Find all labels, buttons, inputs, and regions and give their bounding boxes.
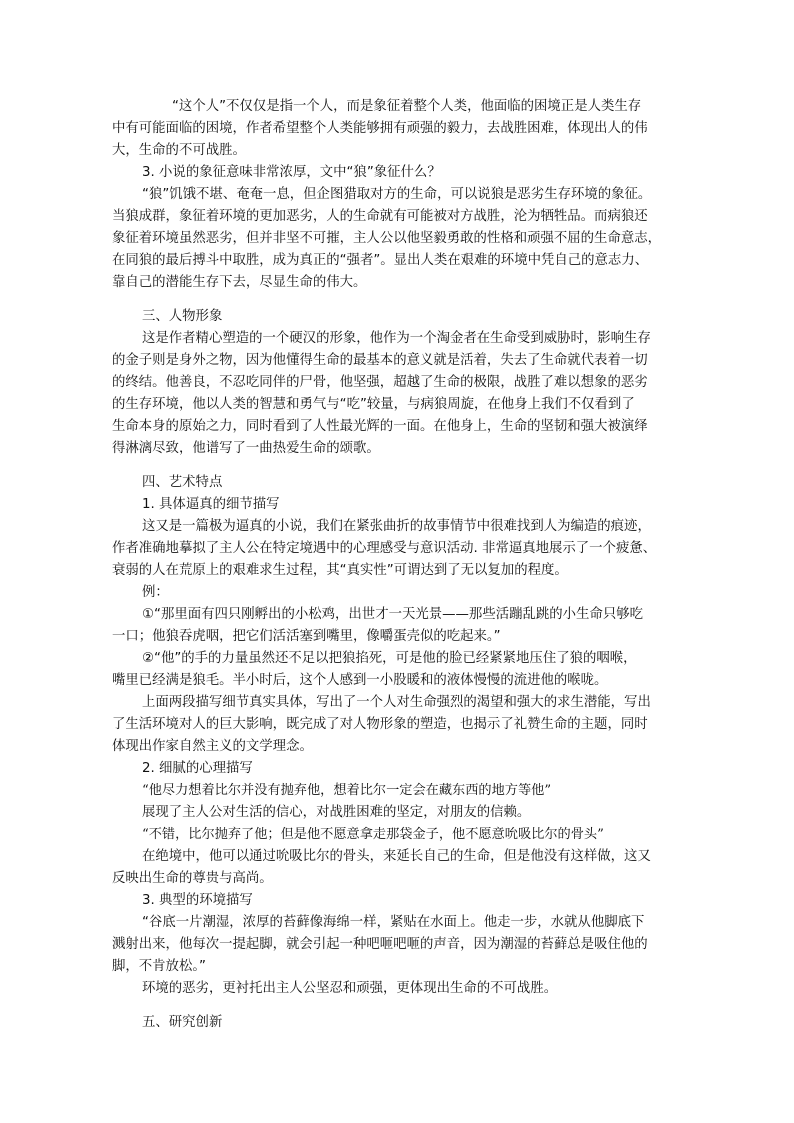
paragraph-line: 衰弱的人在荒原上的艰难求生过程，其“真实性”可谓达到了无以复加的程度。 (112, 563, 568, 578)
section-heading: 四、艺术特点 (142, 475, 223, 490)
question-heading: 3. 小说的象征意味非常浓厚，文中“狼”象征什么？ (142, 165, 441, 180)
example-quote: 嘴里已经满是狼毛。半小时后，这个人感到一小股暖和的液体慢慢的流进他的喉咙。 (112, 673, 608, 688)
quote-line: “谷底一片潮湿，浓厚的苔藓像海绵一样，紧贴在水面上。他走一步，水就从他脚底下 (142, 915, 645, 930)
paragraph-line: 生命本身的原始之力，同时看到了人性最光辉的一面。在他身上，生命的坚韧和强大被演绎 (112, 419, 648, 434)
paragraph-line: 展现了主人公对生活的信心，对战胜困难的坚定，对朋友的信赖。 (142, 805, 531, 820)
example-quote: ①“那里面有四只刚孵出的小松鸡，出世才一天光景——那些活蹦乱跳的小生命只够吃 (142, 607, 644, 622)
paragraph-line: 的终结。他善良，不忍吃同伴的尸骨，他坚强，超越了生命的极限，战胜了难以想象的恶劣 (112, 375, 648, 390)
paragraph-line: 象征着环境虽然恶劣，但并非坚不可摧，主人公以他坚毅勇敢的性格和顽强不屈的生命意志， (112, 231, 662, 246)
paragraph-line: 体现出作家自然主义的文学理念。 (112, 739, 313, 754)
paragraph-line: 的金子则是身外之物，因为他懂得生命的最基本的意义就是活着，失去了生命就代表着一切 (112, 353, 648, 368)
subsection-heading: 2. 细腻的心理描写 (142, 761, 253, 776)
quote-line: “不错，比尔抛弃了他；但是他不愿意拿走那袋金子，他不愿意吮吸比尔的骨头” (142, 827, 604, 842)
paragraph-line: 得淋漓尽致，他谱写了一曲热爱生命的颂歌。 (112, 441, 380, 456)
section-heading: 五、研究创新 (142, 1015, 223, 1030)
example-quote: 一口；他狼吞虎咽，把它们活活塞到嘴里，像嚼蛋壳似的吃起来。” (112, 629, 501, 644)
example-quote: ②“他”的手的力量虽然还不足以把狼掐死，可是他的脸已经紧紧地压住了狼的咽喉， (142, 651, 637, 666)
paragraph-line: 大，生命的不可战胜。 (112, 143, 246, 158)
paragraph-line: 当狼成群，象征着环境的更加恶劣，人的生命就有可能被对方战胜，沦为牺牲品。而病狼还 (112, 209, 648, 224)
paragraph-line: 这是作者精心塑造的一个硬汉的形象，他作为一个淘金者在生命受到威胁时，影响生存 (142, 331, 651, 346)
paragraph-line: 了生活环境对人的巨大影响，既完成了对人物形象的塑造，也揭示了礼赞生命的主题，同时 (112, 717, 648, 732)
paragraph-line: “这个人”不仅仅是指一个人，而是象征着整个人类，他面临的困境正是人类生存 (172, 99, 642, 114)
subsection-heading: 3. 典型的环境描写 (142, 893, 253, 908)
quote-line: 溅射出来，他每次一提起脚，就会引起一种吧咂吧咂的声音，因为潮湿的苔藓总是吸住他的 (112, 937, 648, 952)
paragraph-line: 靠自己的潜能生存下去，尽显生命的伟大。 (112, 275, 367, 290)
paragraph-line: 反映出生命的尊贵与高尚。 (112, 871, 273, 886)
paragraph-line: 上面两段描写细节真实具体，写出了一个人对生命强烈的渴望和强大的求生潜能，写出 (142, 695, 651, 710)
example-label: 例： (142, 585, 169, 600)
section-heading: 三、人物形象 (142, 309, 223, 324)
paragraph-line: 这又是一篇极为逼真的小说，我们在紧张曲折的故事情节中很难找到人为编造的痕迹， (142, 519, 651, 534)
quote-line: “他尽力想着比尔并没有抛弃他，想着比尔一定会在藏东西的地方等他” (142, 783, 552, 798)
paragraph-line: 作者准确地摹拟了主人公在特定境遇中的心理感受与意识活动. 非常逼真地展示了一个疲惫、 (112, 541, 657, 556)
paragraph-line: 环境的恶劣，更衬托出主人公坚忍和顽强，更体现出生命的不可战胜。 (142, 981, 558, 996)
paragraph-line: 的生存环境，他以人类的智慧和勇气与“吃”较量，与病狼周旋，在他身上我们不仅看到了 (112, 397, 635, 412)
paragraph-line: 在同狼的最后搏斗中取胜，成为真正的“强者”。显出人类在艰难的环境中凭自己的意志力、 (112, 253, 649, 268)
paragraph-line: 中有可能面临的困境，作者希望整个人类能够拥有顽强的毅力，去战胜困难，体现出人的伟 (112, 121, 648, 136)
subsection-heading: 1. 具体逼真的细节描写 (142, 497, 280, 512)
quote-line: 脚，不肯放松。” (112, 959, 206, 974)
paragraph-line: “狼”饥饿不堪、奄奄一息，但企图猎取对方的生命，可以说狼是恶劣生存环境的象征。 (142, 187, 652, 202)
paragraph-line: 在绝境中，他可以通过吮吸比尔的骨头，来延长自己的生命，但是他没有这样做，这又 (142, 849, 651, 864)
